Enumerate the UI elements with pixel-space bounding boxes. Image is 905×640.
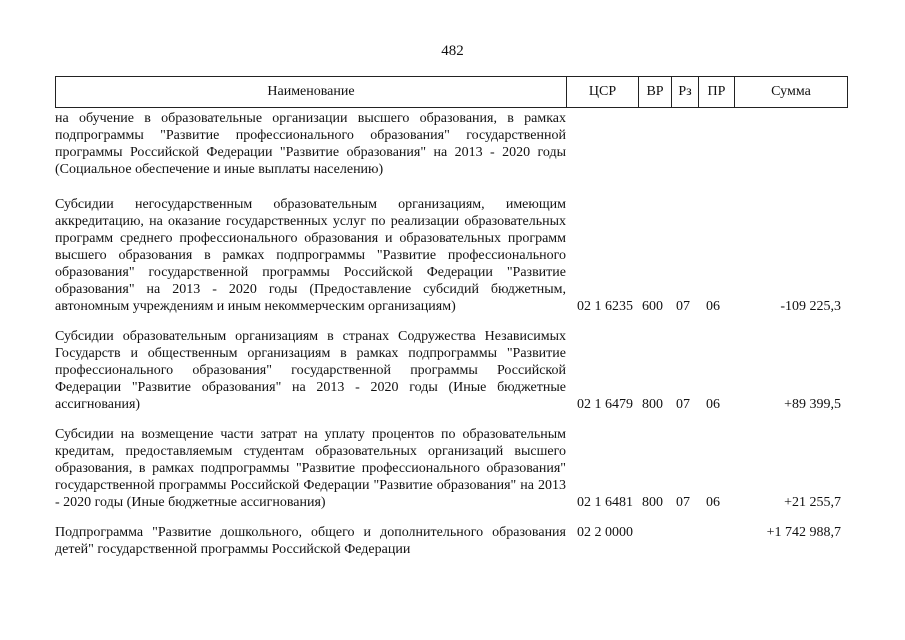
table-row xyxy=(55,426,847,511)
table-row xyxy=(55,328,847,413)
row-csr: 02 1 6235 xyxy=(577,299,633,314)
row-csr: 02 1 6479 xyxy=(577,397,633,412)
row-csr: 02 2 0000 xyxy=(577,525,633,540)
table-header xyxy=(55,76,848,108)
column-header-name: Наименование xyxy=(56,77,567,108)
table-row xyxy=(55,110,847,178)
column-header-sum: Сумма xyxy=(735,77,848,108)
row-sum: +21 255,7 xyxy=(784,495,841,510)
row-csr: 02 1 6481 xyxy=(577,495,633,510)
row-name: Подпрограмма "Развитие дошкольного, общего и дополнительного образования детей" государственной программы Российской Федерации xyxy=(55,525,566,557)
row-pr: 06 xyxy=(706,299,720,314)
column-header-vr: ВР xyxy=(639,77,672,108)
row-rz: 07 xyxy=(676,397,690,412)
row-rz: 07 xyxy=(676,299,690,314)
row-pr: 06 xyxy=(706,397,720,412)
row-pr: 06 xyxy=(706,495,720,510)
row-vr: 800 xyxy=(642,397,663,412)
table-row xyxy=(55,524,847,558)
row-vr: 800 xyxy=(642,495,663,510)
row-name: Субсидии на возмещение части затрат на уплату процентов по образовательным кредитам, предоставляемым студентам образовательных организаций высшего образования, в рамках подпрограммы "Развитие профессионального образования" государственной программы Российской Федерации "Развитие образования" на 2013 - 2020 годы (Иные бюджетные ассигнования) xyxy=(55,427,566,510)
table-body xyxy=(55,110,847,640)
row-name: на обучение в образовательные организации высшего образования, в рамках подпрограммы "Развитие профессионального образования" государственной программы Российской Федерации "Развитие образования" на 2013 - 2020 годы (Социальное обеспечение и иные выплаты населению) xyxy=(55,111,566,177)
column-header-csr: ЦСР xyxy=(567,77,639,108)
row-sum: +1 742 988,7 xyxy=(766,525,841,540)
page-number: 482 xyxy=(441,43,464,59)
column-header-pr: ПР xyxy=(699,77,735,108)
row-name: Субсидии негосударственным образовательным организациям, имеющим аккредитацию, на оказание государственных услуг по реализации образовательных программ среднего профессионального образования и образовательных программ высшего образования в рамках подпрограммы "Развитие профессионального образования" государственной программы Российской Федерации "Развитие образования" на 2013 - 2020 годы (Предоставление субсидий бюджетным, автономным учреждениям и иным некоммерческим организациям) xyxy=(55,197,566,314)
column-header-rz: Рз xyxy=(672,77,699,108)
row-sum: +89 399,5 xyxy=(784,397,841,412)
row-name: Субсидии образовательным организациям в странах Содружества Независимых Государств и общественным организациям в рамках подпрограммы "Развитие профессионального образования" государственной программы Российской Федерации "Развитие образования" на 2013 - 2020 годы (Иные бюджетные ассигнования) xyxy=(55,329,566,412)
row-vr: 600 xyxy=(642,299,663,314)
row-rz: 07 xyxy=(676,495,690,510)
table-row xyxy=(55,196,847,315)
row-sum: -109 225,3 xyxy=(780,299,841,314)
